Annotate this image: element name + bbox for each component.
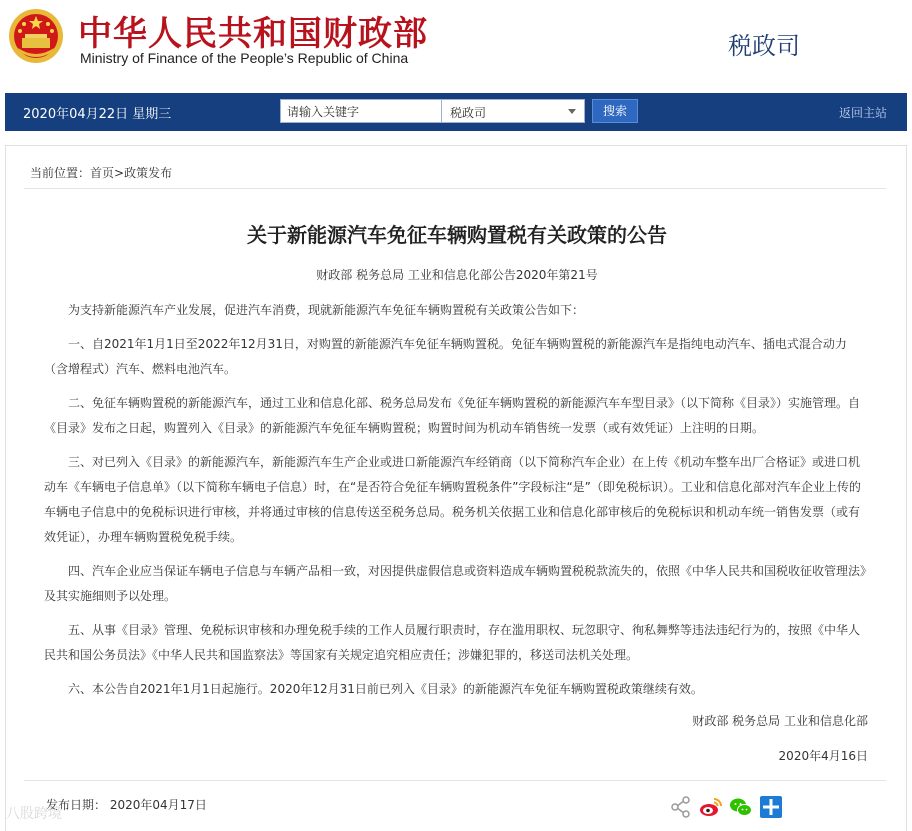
article-paragraph: 四、汽车企业应当保证车辆电子信息与车辆产品相一致，对因提供虚假信息或资料造成车辆购置税税款流失的，依照《中华人民共和国税收征收管理法》及其实施细则予以处理。: [44, 564, 867, 603]
search-button[interactable]: 搜索: [592, 99, 638, 123]
share-bar: [669, 795, 779, 823]
weibo-icon[interactable]: [699, 795, 723, 819]
publish-date: 发布日期： 2020年04月17日: [46, 798, 207, 812]
site-name-cn: 中华人民共和国财政部: [78, 14, 428, 54]
article-paragraph: 一、自2021年1月1日至2022年12月31日，对购置的新能源汽车免征车辆购置税。免征车辆购置税的新能源汽车是指纯电动汽车、插电式混合动力（含增程式）汽车、燃料电池汽车。: [44, 337, 847, 376]
search-scope-value: 税政司: [450, 106, 487, 120]
article-paragraph: 二、免征车辆购置税的新能源汽车，通过工业和信息化部、税务总局发布《免征车辆购置税的新能源汽车车型目录》（以下简称《目录》）实施管理。自《目录》发布之日起，购置列入《目录》的新能源汽车免征车辆购置税；购置时间为机动车销售统一发票（或有效凭证）上注明的日期。: [44, 396, 861, 435]
current-date: 2020年04月22日 星期三: [23, 107, 172, 122]
search-scope-select[interactable]: [441, 99, 585, 123]
site-name-en: Ministry of Finance of the People’s Republic of China: [80, 50, 409, 66]
nav-bar: [5, 93, 907, 131]
plus-icon[interactable]: [759, 795, 783, 819]
back-home-link[interactable]: 返回主站: [838, 106, 887, 120]
share-icon[interactable]: [669, 795, 693, 819]
content-panel: [5, 145, 907, 831]
article-doc-number: 财政部 税务总局 工业和信息化部公告2020年第21号: [316, 268, 598, 282]
breadcrumb-section-link[interactable]: 政策发布: [124, 166, 173, 180]
breadcrumb-prefix: 当前位置：: [30, 166, 91, 180]
article-paragraph: 六、本公告自2021年1月1日起施行。2020年12月31日前已列入《目录》的新能源汽车免征车辆购置税政策继续有效。: [68, 682, 703, 696]
article-paragraph: 为支持新能源汽车产业发展，促进汽车消费，现就新能源汽车免征车辆购置税有关政策公告如下：: [68, 303, 585, 317]
chevron-down-icon: [568, 109, 576, 114]
watermark-text: 八股跨境: [6, 806, 62, 822]
article-signature-org: 财政部 税务总局 工业和信息化部: [692, 714, 868, 728]
article-signature-date: 2020年4月16日: [778, 749, 868, 763]
wechat-icon[interactable]: [729, 795, 753, 819]
site-header: [0, 0, 912, 92]
footer-divider: [24, 780, 886, 781]
search-input[interactable]: [280, 99, 442, 123]
breadcrumb-divider: [24, 188, 886, 189]
breadcrumb-home-link[interactable]: 首页: [90, 166, 115, 180]
article-body: [44, 298, 870, 711]
breadcrumb: [30, 164, 172, 181]
article-paragraph: 五、从事《目录》管理、免税标识审核和办理免税手续的工作人员履行职责时，存在滥用职权、玩忽职守、徇私舞弊等违法违纪行为的，按照《中华人民共和国公务员法》《中华人民共和国监察法》等国家有关规定追究相应责任；涉嫌犯罪的，移送司法机关处理。: [44, 623, 861, 662]
breadcrumb-separator: >: [114, 166, 125, 180]
department-name: 税政司: [728, 32, 800, 60]
article-paragraph: 三、对已列入《目录》的新能源汽车，新能源汽车生产企业或进口新能源汽车经销商（以下简称汽车企业）在上传《机动车整车出厂合格证》或进口机动车《车辆电子信息单》（以下简称车辆电子信息）时，在“是否符合免征车辆购置税条件”字段标注“是”（即免税标识）。工业和信息化部对汽车企业上传的车辆电子信息中的免税标识进行审核，并将通过审核的信息传送至税务总局。税务机关依据工业和信息化部审核后的免税标识和机动车统一销售发票（或有效凭证），办理车辆购置税免税手续。: [44, 455, 861, 544]
article-title: 关于新能源汽车免征车辆购置税有关政策的公告: [247, 223, 667, 247]
national-emblem-logo: [8, 8, 64, 64]
